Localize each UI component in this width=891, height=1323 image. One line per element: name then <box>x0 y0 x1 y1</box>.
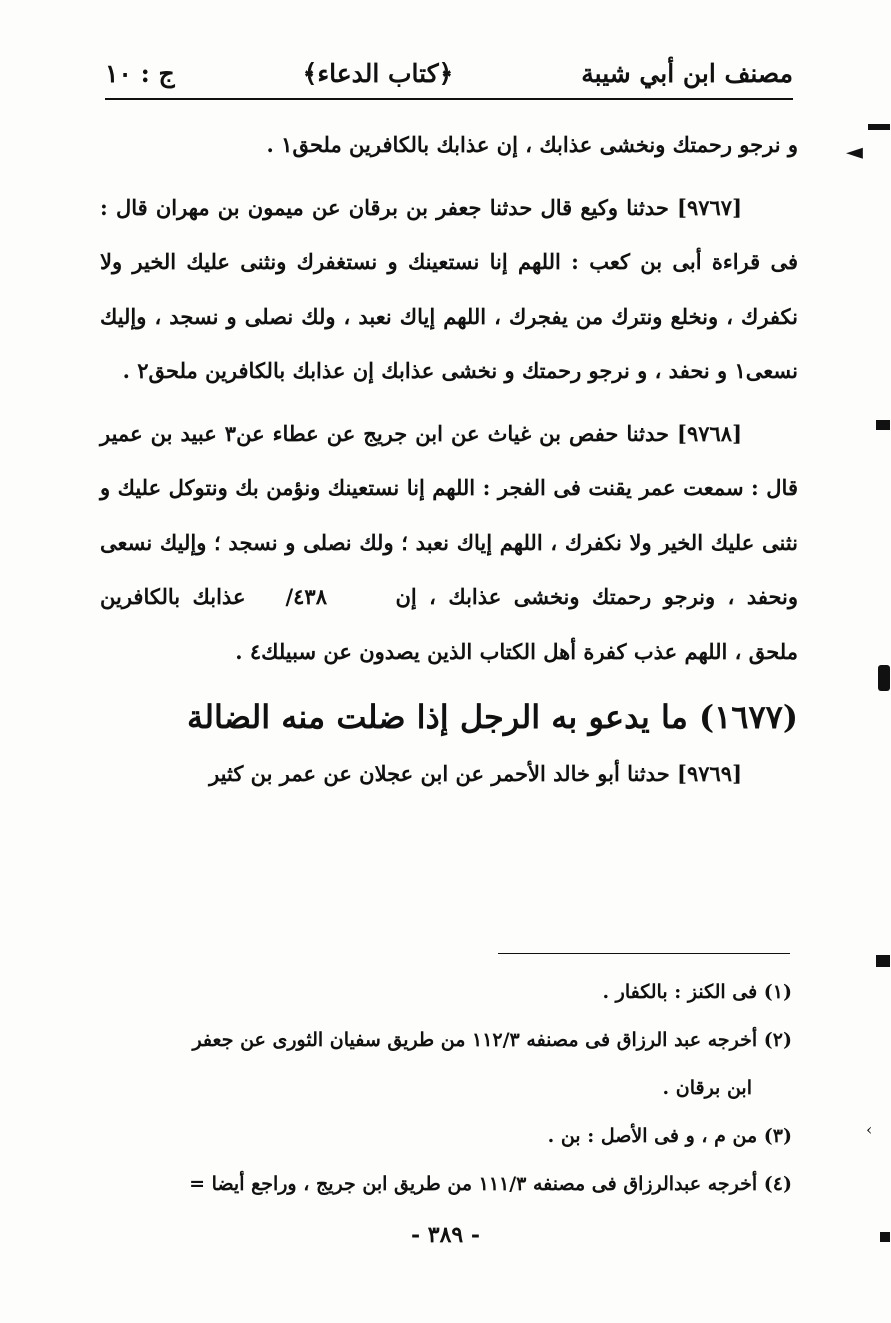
hadith-9768 <box>100 407 798 680</box>
binding-mark <box>876 955 890 967</box>
paragraph <box>100 118 798 173</box>
hadith-number: [٩٧٦٧] <box>677 194 742 220</box>
hadith-9767 <box>100 181 798 399</box>
footnote-4: (٤) أخرجه عبدالرزاق فى مصنفه ١١١/٣ من طريق ابن جريج ، وراجع أيضا = <box>189 1173 792 1195</box>
volume-number: ج : ١٠ <box>105 59 175 88</box>
margin-arrow-icon: ‹ <box>866 1120 873 1139</box>
margin-reference: ٤٣٨/ <box>285 584 327 609</box>
margin-arrow-icon: ◄ <box>846 140 863 165</box>
binding-mark <box>880 1232 890 1242</box>
chapter-heading: (١٦٧٧) ما يدعو به الرجل إذا ضلت منه الضالة <box>187 698 798 736</box>
paragraph-text: و نرجو رحمتك ونخشى عذابك ، إن عذابك بالكافرين ملحق١ . <box>266 132 798 157</box>
book-title: مصنف ابن أبي شيبة <box>581 59 793 88</box>
footnote-1: (١) فى الكنز : بالكفار . <box>602 981 792 1003</box>
hadith-number: [٩٧٦٩] <box>677 761 742 786</box>
footnote-3: (٣) من م ، و فى الأصل : بن . <box>547 1125 792 1147</box>
binding-mark <box>878 665 890 691</box>
page-number: - ٣٨٩ - <box>410 1222 481 1248</box>
hadith-text: حدثنا أبو خالد الأحمر عن ابن عجلان عن عمر بن كثير <box>209 761 677 786</box>
footnote-divider <box>498 953 790 954</box>
footnotes <box>110 968 792 1208</box>
main-text <box>100 118 798 810</box>
footnote-2: (٢) أخرجه عبد الرزاق فى مصنفه ١١٢/٣ من طريق سفيان الثورى عن جعفر <box>192 1029 792 1051</box>
hadith-text: حدثنا وكيع قال حدثنا جعفر بن برقان عن ميمون بن مهران قال : فى قراءة أبى بن كعب : اللهم إنا نستعينك و نستغفرك ونثنى عليك الخير ولا نكفرك ، ونخلع ونترك من يفجرك ، اللهم إياك نعبد ، ولك نصلى و نسجد ، وإليك نسعى١ و نحفد ، و نرجو رحمتك و نخشى عذابك إن عذابك بالكافرين ملحق٢ . <box>100 194 798 383</box>
running-header <box>105 52 793 100</box>
binding-mark <box>876 420 890 430</box>
section-title: ﴿كتاب الدعاء﴾ <box>302 59 454 88</box>
hadith-text-continued: عذابك بالكافرين ملحق ، اللهم عذب كفرة أهل الكتاب الذين يصدون عن سبيلك٤ . <box>100 584 798 664</box>
binding-mark <box>868 124 890 130</box>
hadith-9769 <box>100 747 798 802</box>
footnote-2-continued: ابن برقان . <box>662 1077 752 1099</box>
hadith-text: حدثنا حفص بن غياث عن ابن جريج عن عطاء عن٣ عبيد بن عمير قال : سمعت عمر يقنت فى الفجر : اللهم إنا نستعينك ونؤمن بك ونتوكل عليك و نثنى عليك الخير ولا نكفرك ، اللهم إياك نعبد ؛ ولك نصلى و نسجد ؛ وإليك نسعى ونحفد ، ونرجو رحمتك ونخشى عذابك ، إن <box>100 420 799 609</box>
hadith-number: [٩٧٦٨] <box>677 420 742 446</box>
